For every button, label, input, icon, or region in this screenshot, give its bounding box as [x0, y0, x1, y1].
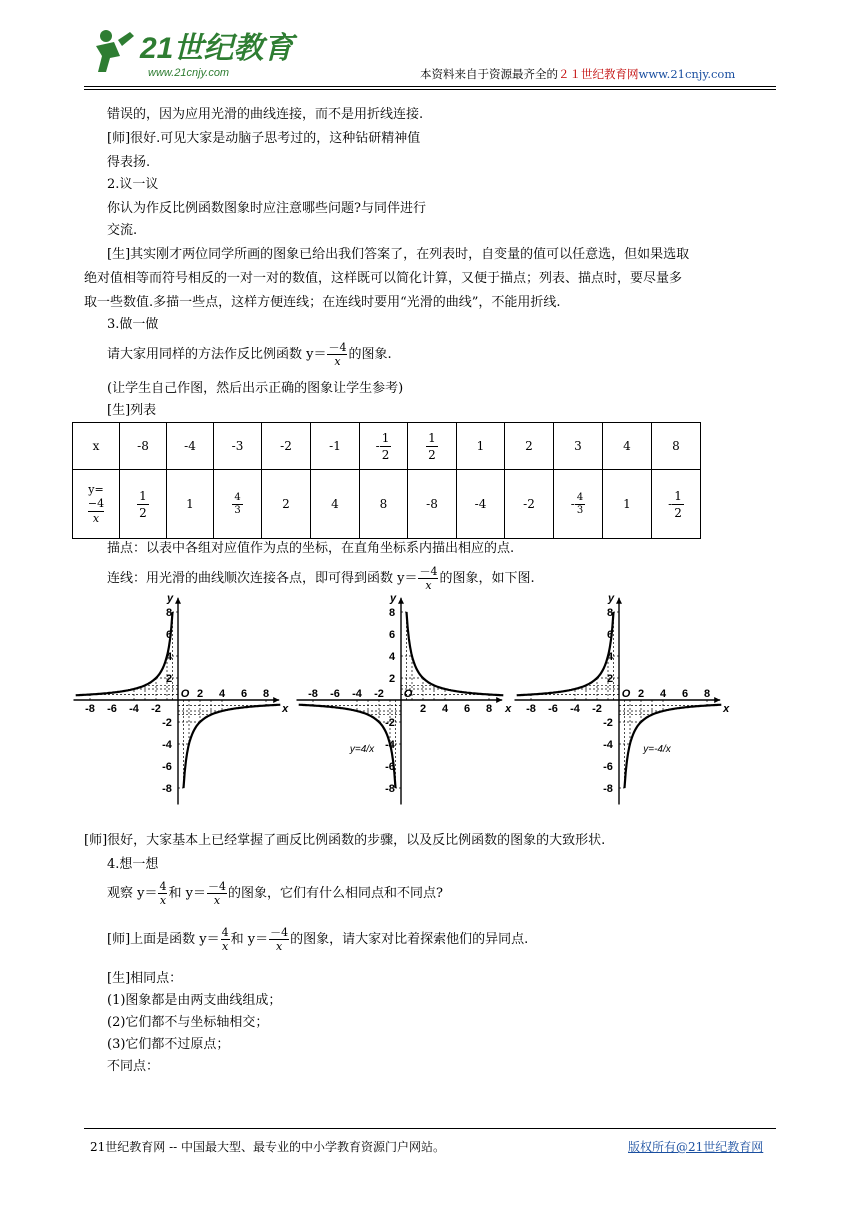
table-cell-y: 2: [262, 470, 311, 539]
table-cell-y: - $\frac{1}{2}$: [652, 470, 701, 539]
x-tick-label: 4: [659, 688, 667, 700]
y-axis-label: y: [607, 592, 615, 605]
y-tick-label: 2: [606, 673, 614, 685]
y-tick-label: 2: [388, 673, 396, 685]
x-tick-label: 8: [485, 703, 493, 715]
text-line: [师]很好.可见大家是动脑子思考过的，这种钻研精神值: [107, 131, 421, 146]
x-tick-label: 8: [262, 688, 270, 700]
x-tick-label: -4: [129, 703, 139, 715]
table-cell-x: -4: [167, 423, 214, 470]
x-tick-label: -2: [592, 703, 602, 715]
text-line: 交流.: [107, 223, 138, 238]
logo-text: 21世纪教育: [140, 32, 294, 65]
table-cell-x: $\frac{1}{2}$: [408, 423, 457, 470]
table-cell-y: -4: [457, 470, 505, 539]
table-cell-x: -8: [120, 423, 167, 470]
footer-rule: [84, 1128, 776, 1129]
text-line: [师]上面是函数 y＝ $\frac{4}{x}$ 和 y＝ $\frac{-4}{x}$ 的图象，请大家对比着探索他们的异同点.: [107, 926, 529, 953]
fraction: $\frac{4}{x}$: [221, 926, 229, 953]
footer-text: 21世纪教育网 -- 中国最大型、最专业的中小学教育资源门户网站。: [90, 1140, 446, 1154]
y-axis-label: y: [389, 592, 397, 605]
text-line: [生]相同点：: [107, 971, 183, 986]
hyperbola-branch: [625, 705, 722, 788]
text-line: [师]很好，大家基本上已经掌握了画反比例函数的步骤，以及反比例函数的图象的大致形状.: [84, 833, 606, 848]
y-tick-label: 4: [388, 651, 396, 663]
y-tick-label: 6: [388, 629, 396, 641]
x-axis-arrow: [273, 697, 279, 703]
y-tick-label: -2: [162, 717, 172, 729]
y-tick-label: -4: [385, 739, 395, 751]
origin-label: O: [621, 688, 631, 700]
x-axis-label: x: [282, 703, 289, 715]
hyperbola-branch: [76, 612, 173, 695]
fraction: $\frac{-4}{x}$: [207, 880, 226, 907]
y-tick-label: -6: [162, 761, 172, 773]
y-tick-label: 4: [165, 651, 173, 663]
fraction: $\frac{-4}{x}$: [419, 565, 438, 592]
table-cell-y: 8: [360, 470, 408, 539]
fraction: $\frac{-4}{x}$: [270, 926, 289, 953]
table-cell-x: -3: [214, 423, 262, 470]
value-table: [72, 422, 701, 539]
x-tick-label: -8: [85, 703, 95, 715]
text-line: 请大家用同样的方法作反比例函数 y＝ $\frac{-4}{x}$ 的图象.: [107, 341, 392, 368]
header-url-link[interactable]: www.21cnjy.com: [638, 67, 736, 81]
y-tick-label: 8: [606, 607, 614, 619]
copyright-link[interactable]: 版权所有@21世纪教育网: [628, 1140, 764, 1154]
text-line: 连线：用光滑的曲线顺次连接各点，即可得到函数 y＝ $\frac{-4}{x}$ 的图象，如下图.: [107, 565, 535, 592]
x-tick-label: 4: [441, 703, 449, 715]
table-cell-y: 4: [311, 470, 360, 539]
x-tick-label: -4: [570, 703, 580, 715]
hyperbola-branch: [407, 612, 504, 695]
origin-label: O: [403, 688, 413, 700]
table-cell-x: -2: [262, 423, 311, 470]
x-tick-label: -6: [548, 703, 558, 715]
text-line: 不同点：: [107, 1059, 160, 1074]
x-tick-label: 2: [196, 688, 204, 700]
header-note: 本资料来自于资源最齐全的２１世纪教育网www.21cnjy.com: [420, 67, 736, 81]
y-axis-arrow: [175, 598, 181, 604]
hyperbola-branch: [184, 705, 281, 788]
x-axis-arrow: [714, 697, 720, 703]
origin-label: O: [180, 688, 190, 700]
table-cell-x: 2: [505, 423, 554, 470]
table-header-x: x: [73, 423, 120, 470]
y-axis-arrow: [398, 598, 404, 604]
list-item: (1)图象都是由两支曲线组成；: [107, 993, 282, 1008]
text-line: 你认为作反比例函数图象时应注意哪些问题?与同伴进行: [107, 201, 426, 216]
y-tick-label: -6: [385, 761, 395, 773]
table-header-y: y= −4 x: [73, 470, 120, 539]
x-tick-label: -6: [330, 688, 340, 700]
graph-neg-4-over-x-a: [70, 592, 289, 806]
x-axis-label: x: [723, 703, 730, 715]
y-tick-label: -4: [162, 739, 172, 751]
x-tick-label: -8: [526, 703, 536, 715]
table-cell-x: 1: [457, 423, 505, 470]
y-tick-label: -6: [603, 761, 613, 773]
table-cell-y: - $\frac{4}{3}$: [554, 470, 603, 539]
header-rule-thin: [84, 89, 776, 90]
table-cell-x: 8: [652, 423, 701, 470]
text-line: (让学生自己作图，然后出示正确的图象让学生参考): [107, 381, 404, 396]
x-tick-label: 4: [218, 688, 226, 700]
list-item: (2)它们都不与坐标轴相交；: [107, 1015, 269, 1030]
y-axis-arrow: [616, 598, 622, 604]
y-tick-label: 6: [165, 629, 173, 641]
text-line: [生]其实刚才两位同学所画的图象已给出我们答案了，在列表时，自变量的值可以任意选，但如果选取: [107, 247, 690, 262]
x-axis-arrow: [496, 697, 502, 703]
fraction: $\frac{4}{x}$: [159, 880, 167, 907]
text-line: 绝对值相等而符号相反的一对一对的数值，这样既可以简化计算，又便于描点；列表、描点时，要尽量多: [84, 271, 683, 286]
hyperbola-branch: [517, 612, 614, 695]
text-line: 描点：以表中各组对应值作为点的坐标，在直角坐标系内描出相应的点.: [107, 541, 515, 556]
table-cell-x: - $\frac{1}{2}$: [360, 423, 408, 470]
x-tick-label: -8: [308, 688, 318, 700]
x-tick-label: -4: [352, 688, 362, 700]
section-heading: 3.做一做: [107, 317, 159, 332]
table-cell-x: 4: [603, 423, 652, 470]
y-axis-label: y: [166, 592, 174, 605]
text-line: [生]列表: [107, 403, 157, 418]
y-tick-label: -4: [603, 739, 613, 751]
table-cell-y: 1: [603, 470, 652, 539]
header-rule: [84, 86, 776, 87]
x-tick-label: -2: [151, 703, 161, 715]
y-tick-label: 8: [388, 607, 396, 619]
graph-4-over-x: [300, 592, 512, 806]
x-tick-label: -2: [374, 688, 384, 700]
text-line: 取一些数值.多描一些点，这样方便连线；在连线时要用“光滑的曲线”，不能用折线.: [84, 295, 561, 310]
text-line: 得表扬.: [107, 155, 151, 170]
y-tick-label: -8: [385, 783, 395, 795]
y-tick-label: -8: [603, 783, 613, 795]
curve-label: y=4/x: [349, 744, 375, 755]
x-tick-label: -6: [107, 703, 117, 715]
table-cell-y: $\frac{4}{3}$: [214, 470, 262, 539]
y-tick-label: -2: [603, 717, 613, 729]
x-tick-label: 8: [703, 688, 711, 700]
table-cell-y: -8: [408, 470, 457, 539]
table-cell-y: -2: [505, 470, 554, 539]
x-axis-label: x: [505, 703, 512, 715]
x-tick-label: 6: [681, 688, 689, 700]
fraction: $\frac{-4}{x}$: [328, 341, 347, 368]
table-cell-x: -1: [311, 423, 360, 470]
text-line: 观察 y＝ $\frac{4}{x}$ 和 y＝ $\frac{-4}{x}$ 的图象，它们有什么相同点和不同点?: [107, 880, 443, 907]
x-tick-label: 2: [637, 688, 645, 700]
table-cell-x: 3: [554, 423, 603, 470]
table-cell-y: 1: [167, 470, 214, 539]
list-item: (3)它们都不过原点；: [107, 1037, 230, 1052]
y-tick-label: 4: [606, 651, 614, 663]
section-heading: 4.想一想: [107, 857, 159, 872]
site-logo: [84, 22, 294, 84]
y-tick-label: -8: [162, 783, 172, 795]
graph-neg-4-over-x-b: [515, 592, 730, 806]
x-tick-label: 6: [240, 688, 248, 700]
section-heading: 2.议一议: [107, 177, 159, 192]
y-tick-label: 2: [165, 673, 173, 685]
x-tick-label: 6: [463, 703, 471, 715]
y-tick-label: 8: [165, 607, 173, 619]
logo-url: www.21cnjy.com: [148, 67, 230, 79]
y-tick-label: 6: [606, 629, 614, 641]
x-tick-label: 2: [419, 703, 427, 715]
text-line: 错误的，因为应用光滑的曲线连接，而不是用折线连接.: [107, 107, 424, 122]
hyperbola-branch: [299, 705, 396, 788]
table-cell-y: $\frac{1}{2}$: [120, 470, 167, 539]
y-tick-label: -2: [385, 717, 395, 729]
curve-label: y=-4/x: [643, 744, 671, 755]
